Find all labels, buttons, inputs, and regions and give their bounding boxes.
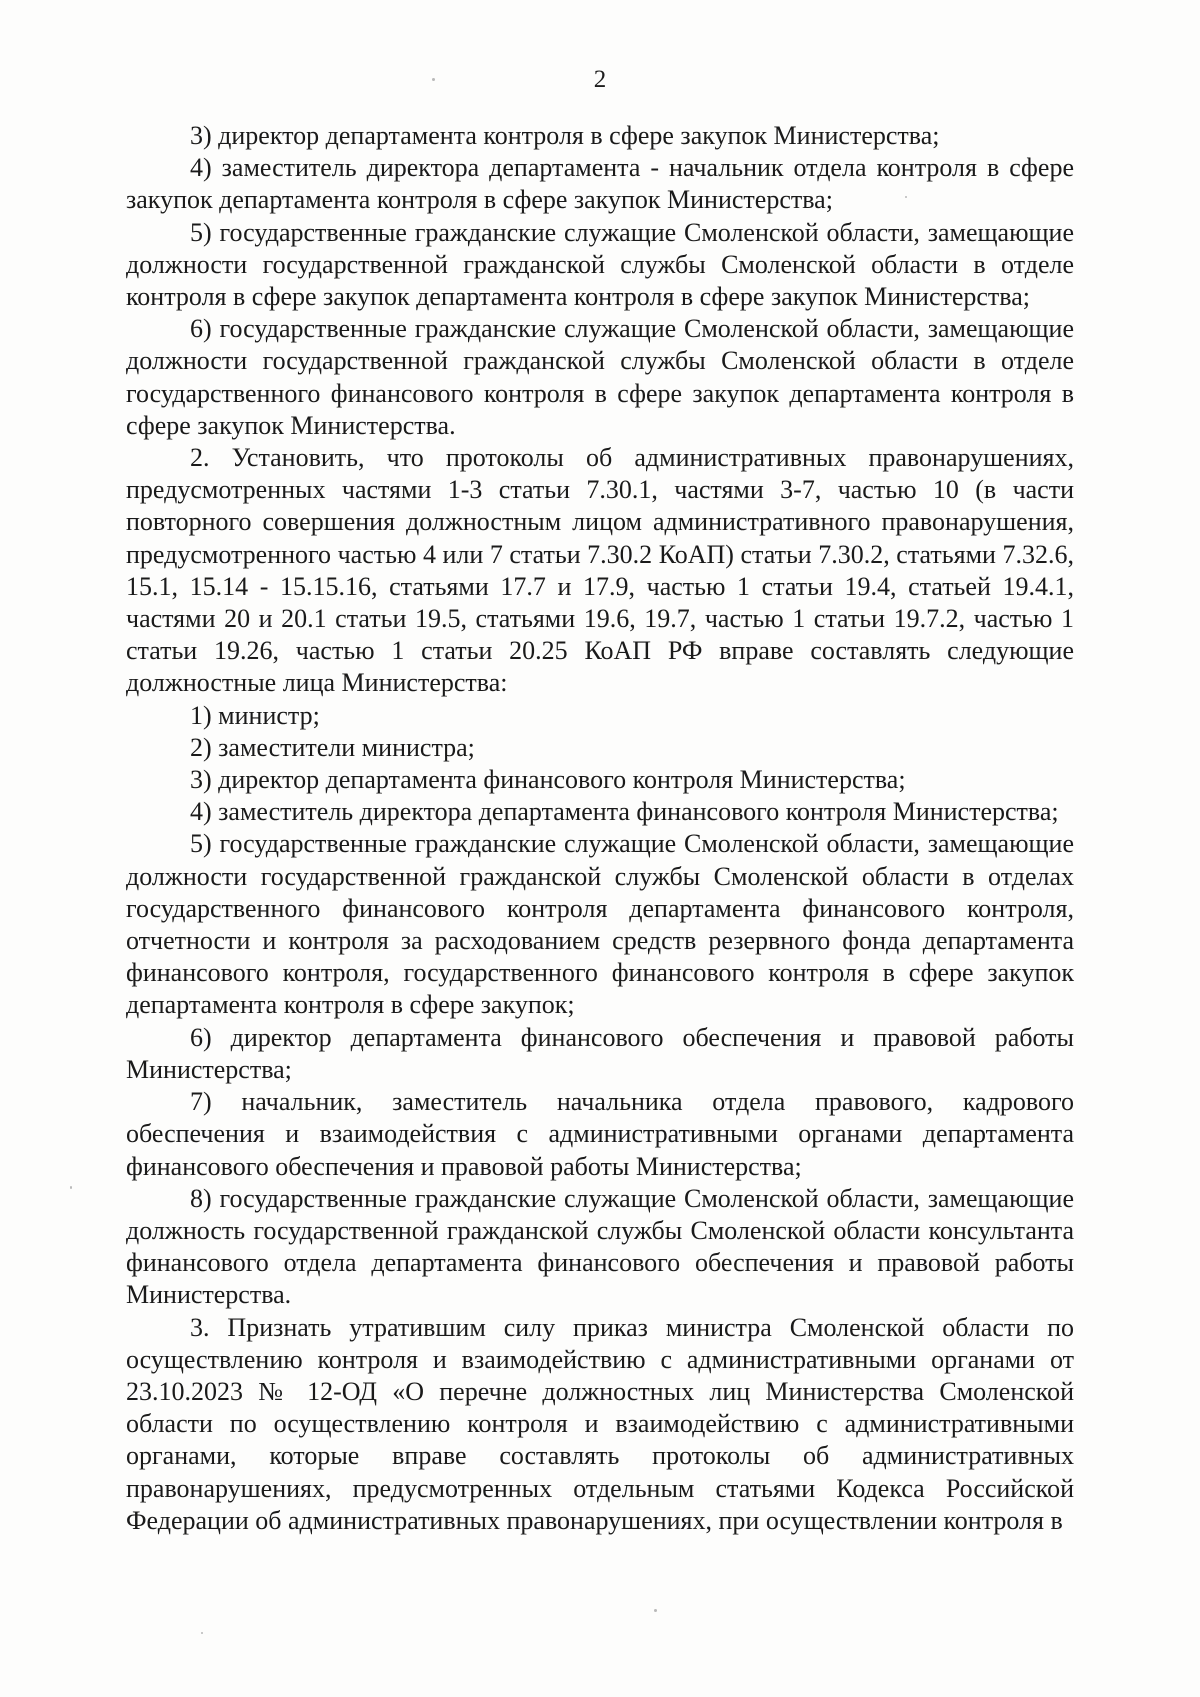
list-item: 6) директор департамента финансового обеспечения и правовой работы Министерства; xyxy=(126,1022,1074,1084)
scan-speck xyxy=(905,196,907,198)
document-body xyxy=(126,120,1074,1537)
scan-speck xyxy=(70,1186,72,1189)
list-item: 2) заместители министра; xyxy=(190,732,475,762)
clause-3-paragraph: 3. Признать утратившим силу приказ министра Смоленской области по осуществлению контроля и взаимодействию с административными органами от 23.10.2023 № 12-ОД «О перечне должностных лиц Министерства Смоленской области по осуществлению контроля и взаимодействию с административными органами, которые вправе составлять протоколы об административных правонарушениях, предусмотренных отдельным статьями Кодекса Российской Федерации об административных правонарушениях, при осуществлении контроля в xyxy=(126,1312,1074,1535)
clause-2-paragraph: 2. Установить, что протоколы об административных правонарушениях, предусмотренных частями 1-3 статьи 7.30.1, частями 3-7, частью 10 (в части повторного совершения должностным лицом административного правонарушения, предусмотренного частью 4 или 7 статьи 7.30.2 КоАП) статьи 7.30.2, статьями 7.32.6, 15.1, 15.14 - 15.15.16, статьями 17.7 и 17.9, частью 1 статьи 19.4, статьей 19.4.1, частями 20 и 20.1 статьи 19.5, статьями 19.6, 19.7, частью 1 статьи 19.7.2, частью 1 статьи 19.26, частью 1 статьи 20.25 КоАП РФ вправе составлять следующие должностные лица Министерства: xyxy=(126,443,1074,698)
list-item: 5) государственные гражданские служащие Смоленской области, замещающие должности государственной гражданской службы Смоленской области в отделах государственного финансового контроля департамента финансового контроля, отчетности и контроля за расходованием средств резервного фонда департамента финансового контроля, государственного финансового контроля в сфере закупок департамента контроля в сфере закупок; xyxy=(126,829,1074,1020)
list-item: 6) государственные гражданские служащие Смоленской области, замещающие должности государственной гражданской службы Смоленской области в отделе государственного финансового контроля в сфере закупок департамента контроля в сфере закупок Министерства. xyxy=(126,314,1074,440)
scan-speck xyxy=(201,1632,203,1634)
page-number: 2 xyxy=(593,66,607,93)
list-item: 3) директор департамента контроля в сфере закупок Министерства; xyxy=(190,121,940,150)
list-item: 4) заместитель директора департамента - начальник отдела контроля в сфере закупок департамента контроля в сфере закупок Министерства; xyxy=(126,153,1074,215)
list-item: 7) начальник, заместитель начальника отдела правового, кадрового обеспечения и взаимодействия с административными органами департамента финансового обеспечения и правовой работы Министерства; xyxy=(126,1087,1074,1181)
list-item: 3) директор департамента финансового контроля Министерства; xyxy=(190,765,906,795)
scan-speck xyxy=(654,1609,657,1612)
scan-speck xyxy=(432,78,435,81)
list-item: 4) заместитель директора департамента финансового контроля Министерства; xyxy=(190,797,1059,827)
list-item: 5) государственные гражданские служащие Смоленской области, замещающие должности государственной гражданской службы Смоленской области в отделе контроля в сфере закупок департамента контроля в сфере закупок Министерства; xyxy=(126,217,1074,312)
list-item: 8) государственные гражданские служащие Смоленской области, замещающие должность государственной гражданской службы Смоленской области консультанта финансового отдела департамента финансового обеспечения и правовой работы Министерства. xyxy=(126,1183,1074,1310)
list-item: 1) министр; xyxy=(190,700,320,730)
